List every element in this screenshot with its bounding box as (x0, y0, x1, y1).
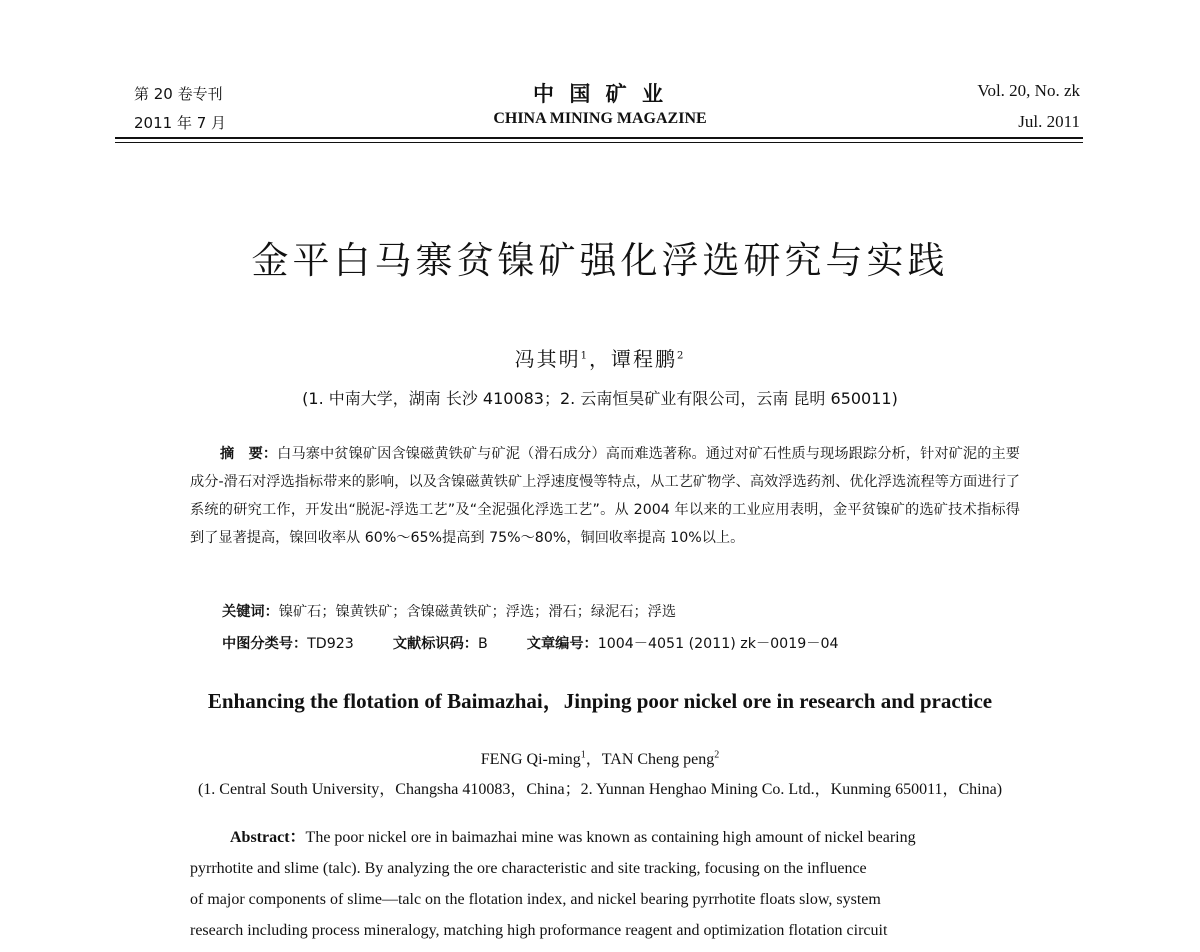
author2-cn: 谭程鹏 (611, 347, 677, 371)
author2-en-sup: 2 (714, 749, 720, 761)
author-sep-cn: ， (589, 347, 611, 371)
authors-en (0, 746, 1200, 769)
authors-cn (0, 343, 1200, 372)
author1-en-sup: 1 (580, 749, 586, 761)
abstract-cn (190, 440, 1020, 552)
author1-cn: 冯其明 (514, 347, 581, 371)
journal-title-cn: 中 国 矿 业 (533, 82, 667, 106)
affiliation-cn: (1. 中南大学，湖南 长沙 410083；2. 云南恒昊矿业有限公司，云南 昆明 650011) (302, 389, 898, 408)
clc-value: TD923 (307, 636, 354, 652)
abstract-en (190, 822, 1030, 946)
doc-code-value: B (477, 636, 488, 652)
abstract-cn-text: 白马寨中贫镍矿因含镍磁黄铁矿与矿泥（滑石成分）高而难选著称。通过对矿石性质与现场跟踪分析，针对矿泥的主要成分-滑石对浮选指标带来的影响，以及含镍磁黄铁矿上浮速度慢等特点，从工艺矿物学、高效浮选药剂、优化浮选流程等方面进行了系统的研究工作，开发出“脱泥-浮选工艺”及“全泥强化浮选工艺”。从 2004 年以来的工业应用表明，金平贫镍矿的选矿技术指标得到了显著提高，镍回收率从 60%～65%提高到 75%～80%，铜回收率提高 10%以上。 (190, 446, 1020, 546)
author-sep-en: ， (585, 751, 602, 768)
header-volume-en: Vol. 20, No. zk (977, 81, 1080, 100)
author1-en: FENG Qi-ming (480, 751, 581, 768)
header-rule-thin (115, 142, 1083, 143)
abstract-en-label: Abstract： (230, 829, 306, 846)
abstract-en-line-text: The poor nickel ore in baimazhai mine was known as containing high amount of nickel bearing (305, 829, 916, 846)
abstract-en-line: research including process mineralogy, matching high proformance reagent and optimization flotation circuit (190, 922, 888, 939)
classification-line (222, 633, 839, 653)
keywords-cn-label: 关键词： (222, 604, 279, 620)
keywords-cn: 镍矿石；镍黄铁矿；含镍磁黄铁矿；浮选；滑石；绿泥石；浮选 (278, 604, 677, 620)
abstract-en-line (190, 822, 1030, 853)
keywords-cn-line (222, 601, 676, 621)
article-title-en: Enhancing the flotation of Baimazhai，Jinping poor nickel ore in research and practice (207, 689, 993, 713)
journal-title-en: CHINA MINING MAGAZINE (493, 110, 707, 127)
abstract-en-line: pyrrhotite and slime (talc). By analyzing the ore characteristic and site tracking, focusing on the influence (190, 860, 867, 877)
author2-cn-sup: 2 (677, 350, 686, 362)
article-no-value: 1004－4051 (2011) zk－0019－04 (597, 636, 839, 652)
author2-en: TAN Cheng peng (601, 751, 715, 768)
header-rule-thick (115, 137, 1083, 139)
clc-label: 中图分类号： (222, 636, 308, 652)
header-date-cn: 2011 年 7 月 (134, 114, 227, 132)
article-no-label: 文章编号： (526, 636, 598, 652)
abstract-cn-label: 摘 要： (220, 446, 278, 462)
article-title-cn: 金平白马寨贫镍矿强化浮选研究与实践 (251, 239, 949, 282)
doc-code-label: 文献标识码： (392, 636, 478, 652)
affiliation-en: (1. Central South University，Changsha 410083，China；2. Yunnan Henghao Mining Co. Ltd.，Kunming 650011，China) (197, 781, 1003, 798)
abstract-en-line: of major components of slime—talc on the flotation index, and nickel bearing pyrrhotite floats slow, system (190, 891, 881, 908)
author1-cn-sup: 1 (580, 350, 589, 362)
header-volume-cn: 第 20 卷专刊 (134, 85, 223, 103)
header-date-en: Jul. 2011 (1018, 112, 1080, 131)
